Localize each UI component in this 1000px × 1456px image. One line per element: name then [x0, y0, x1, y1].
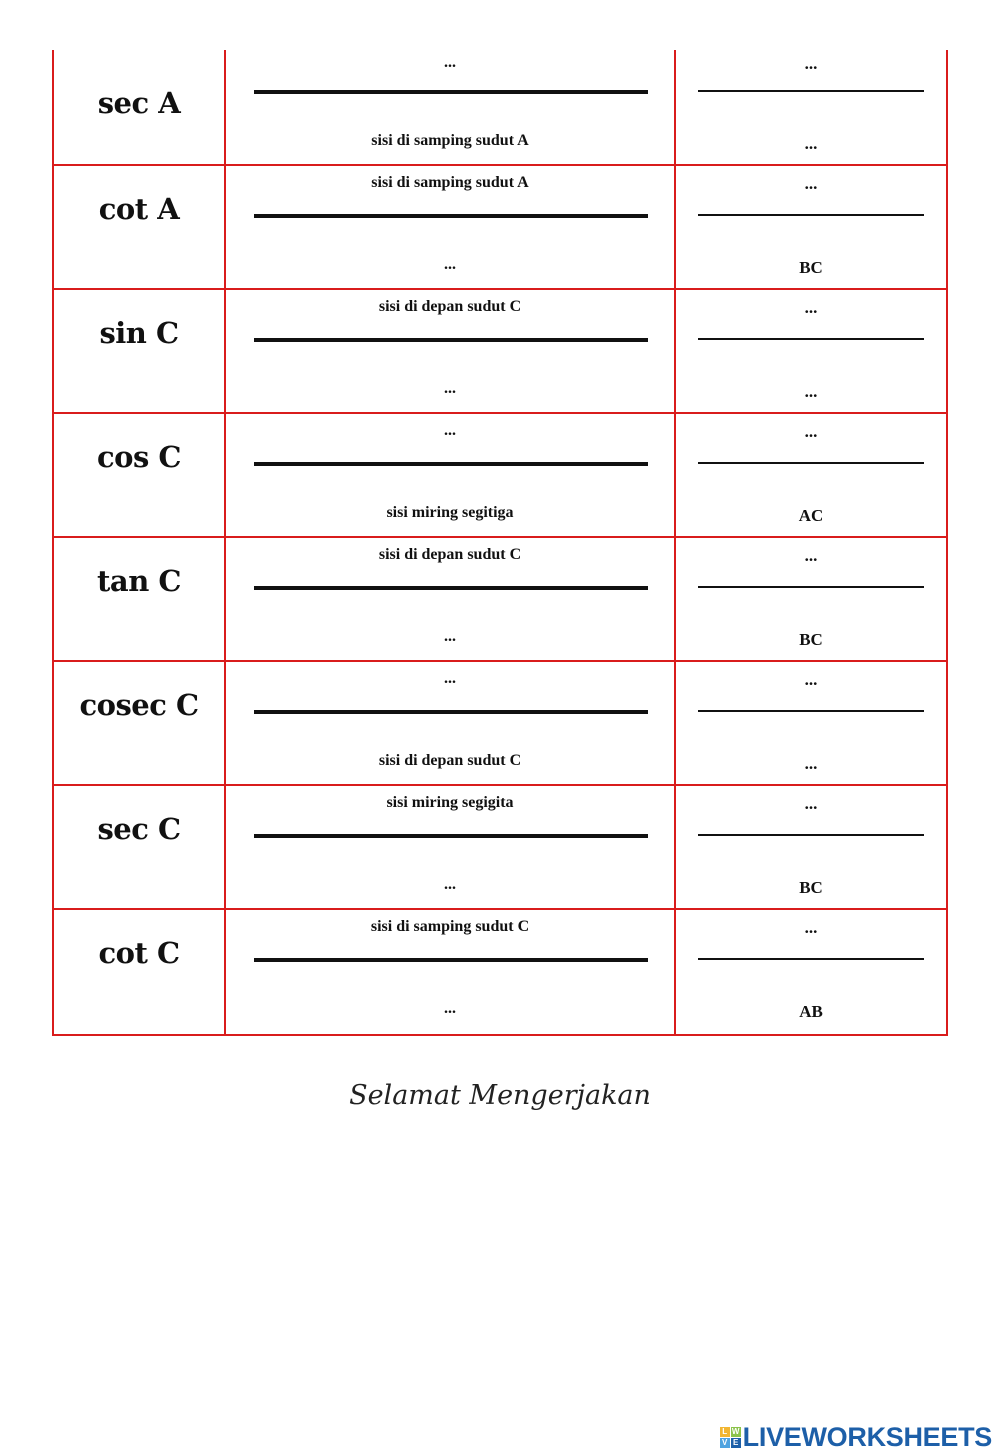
fraction-numerator[interactable]: ... — [444, 670, 456, 687]
answer-denominator: AC — [798, 506, 824, 525]
fraction-denominator[interactable]: ... — [444, 876, 456, 893]
answer-fraction-bar — [698, 710, 924, 712]
answer-cell — [676, 662, 946, 784]
logo-tile: V — [720, 1438, 730, 1448]
answer-fraction-bar — [698, 958, 924, 960]
table-row — [54, 50, 946, 166]
fraction-bar — [254, 214, 648, 218]
fraction-denominator[interactable]: ... — [444, 380, 456, 397]
function-cell — [54, 538, 226, 660]
function-label: tan C — [97, 564, 181, 598]
logo-tile: E — [731, 1438, 741, 1448]
fraction-denominator[interactable]: sisi di samping sudut A — [371, 132, 529, 149]
fraction-numerator[interactable]: sisi di depan sudut C — [378, 298, 522, 315]
answer-denominator: BC — [799, 878, 823, 897]
fraction-cell — [226, 910, 676, 1034]
answer-cell — [676, 414, 946, 536]
fraction-bar — [254, 710, 648, 714]
logo-icon — [720, 1427, 741, 1448]
fraction-cell — [226, 662, 676, 784]
answer-numerator[interactable]: ... — [804, 174, 818, 193]
table-row — [54, 662, 946, 786]
answer-numerator[interactable]: ... — [804, 422, 818, 441]
answer-numerator[interactable]: ... — [804, 918, 818, 937]
answer-fraction-bar — [698, 90, 924, 92]
function-label: cosec C — [79, 688, 199, 722]
function-cell — [54, 290, 226, 412]
table-row — [54, 166, 946, 290]
answer-cell — [676, 166, 946, 288]
function-cell — [54, 910, 226, 1034]
function-label: sec A — [97, 86, 181, 120]
answer-denominator: AB — [799, 1002, 823, 1021]
fraction-numerator[interactable]: sisi di depan sudut C — [378, 546, 522, 563]
closing-message: Selamat Mengerjakan — [349, 1080, 651, 1111]
function-label: cos C — [96, 440, 181, 474]
answer-cell — [676, 910, 946, 1034]
table-row — [54, 538, 946, 662]
function-cell — [54, 166, 226, 288]
fraction-numerator[interactable]: sisi miring segigita — [386, 794, 514, 811]
fraction-numerator[interactable]: sisi di samping sudut C — [370, 918, 530, 935]
logo-tile: W — [731, 1427, 740, 1436]
answer-fraction-bar — [698, 214, 924, 216]
fraction-numerator[interactable]: ... — [444, 54, 456, 71]
answer-numerator[interactable]: ... — [804, 54, 818, 73]
fraction-bar — [254, 462, 648, 466]
answer-denominator: BC — [799, 258, 823, 277]
table-row — [54, 786, 946, 910]
fraction-denominator[interactable]: ... — [444, 628, 456, 645]
fraction-numerator[interactable]: sisi di samping sudut A — [371, 174, 529, 191]
logo-text: LIVEWORKSHEETS — [742, 1422, 992, 1452]
answer-fraction-bar — [698, 586, 924, 588]
fraction-denominator[interactable]: sisi di depan sudut C — [378, 752, 522, 769]
answer-fraction-bar — [698, 338, 924, 340]
logo-tile: L — [720, 1427, 730, 1437]
fraction-cell — [226, 786, 676, 908]
table-row — [54, 290, 946, 414]
function-cell — [54, 50, 226, 164]
fraction-bar — [254, 958, 648, 962]
fraction-denominator[interactable]: ... — [444, 1000, 456, 1017]
function-cell — [54, 414, 226, 536]
fraction-bar — [254, 338, 648, 342]
fraction-bar — [254, 586, 648, 590]
answer-fraction-bar — [698, 834, 924, 836]
answer-denominator: BC — [799, 630, 823, 649]
trig-ratio-table — [52, 50, 948, 1036]
function-cell — [54, 662, 226, 784]
answer-denominator[interactable]: ... — [804, 382, 818, 401]
fraction-numerator[interactable]: ... — [444, 422, 456, 439]
fraction-cell — [226, 414, 676, 536]
answer-fraction-bar — [698, 462, 924, 464]
fraction-bar — [254, 834, 648, 838]
answer-denominator[interactable]: ... — [804, 134, 818, 153]
table-row — [54, 414, 946, 538]
fraction-cell — [226, 538, 676, 660]
table-row — [54, 910, 946, 1034]
fraction-cell — [226, 290, 676, 412]
answer-numerator[interactable]: ... — [804, 794, 818, 813]
answer-numerator[interactable]: ... — [804, 298, 818, 317]
answer-denominator[interactable]: ... — [804, 754, 818, 773]
answer-cell — [676, 50, 946, 164]
fraction-bar — [254, 90, 648, 94]
function-label: sin C — [99, 316, 179, 350]
function-label: sec C — [97, 812, 181, 846]
answer-cell — [676, 538, 946, 660]
answer-cell — [676, 290, 946, 412]
answer-numerator[interactable]: ... — [804, 546, 818, 565]
liveworksheets-logo — [720, 1422, 992, 1453]
function-label: cot A — [98, 192, 180, 226]
function-cell — [54, 786, 226, 908]
function-label: cot C — [98, 936, 180, 970]
answer-cell — [676, 786, 946, 908]
fraction-cell — [226, 50, 676, 164]
fraction-denominator[interactable]: ... — [444, 256, 456, 273]
fraction-cell — [226, 166, 676, 288]
fraction-denominator[interactable]: sisi miring segitiga — [386, 504, 514, 521]
answer-numerator[interactable]: ... — [804, 670, 818, 689]
